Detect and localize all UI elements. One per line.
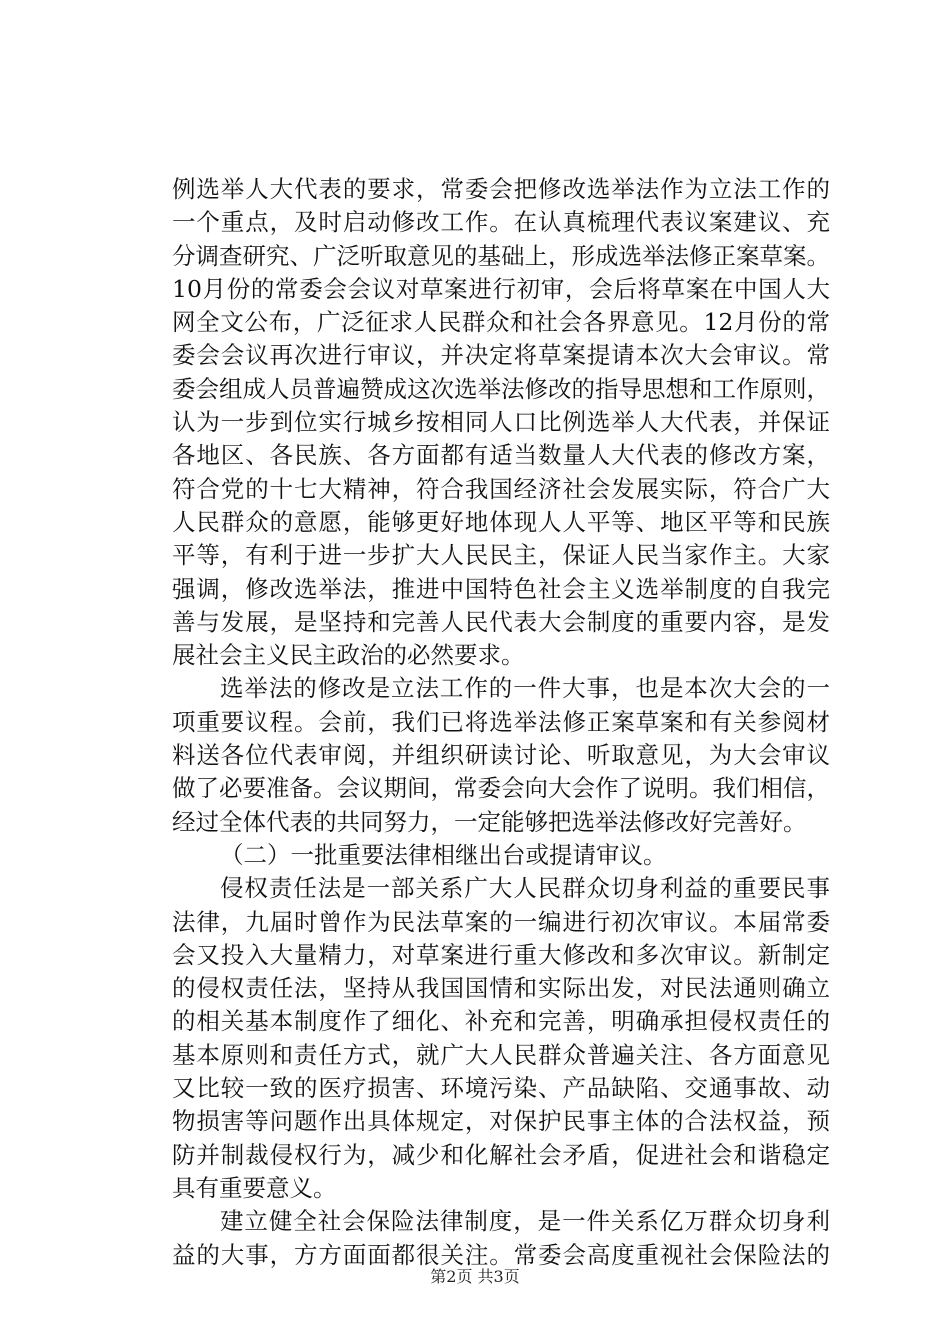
text-line: 益的大事，方方面面都很关注。常委会高度重视社会保险法的 bbox=[172, 1240, 830, 1269]
text-line: 一个重点，及时启动修改工作。在认真梳理代表议案建议、充 bbox=[172, 208, 830, 237]
text-line: 委会会议再次进行审议，并决定将草案提请本次大会审议。常 bbox=[172, 341, 830, 370]
text-line: 做了必要准备。会议期间，常委会向大会作了说明。我们相信， bbox=[172, 774, 830, 803]
text-line: 展社会主义民主政治的必然要求。 bbox=[172, 641, 525, 670]
text-line: 会又投入大量精力，对草案进行重大修改和多次审议。新制定 bbox=[172, 940, 830, 969]
text-line: 认为一步到位实行城乡按相同人口比例选举人大代表，并保证 bbox=[172, 408, 830, 437]
text-line: 又比较一致的医疗损害、环境污染、产品缺陷、交通事故、动 bbox=[172, 1074, 830, 1103]
text-line: 强调，修改选举法，推进中国特色社会主义选举制度的自我完 bbox=[172, 574, 830, 603]
text-line: 善与发展，是坚持和完善人民代表大会制度的重要内容，是发 bbox=[172, 607, 830, 636]
text-line: 法律，九届时曾作为民法草案的一编进行初次审议。本届常委 bbox=[172, 907, 830, 936]
document-body bbox=[172, 173, 830, 1272]
text-line: 物损害等问题作出具体规定，对保护民事主体的合法权益，预 bbox=[172, 1107, 830, 1136]
text-line: 符合党的十七大精神，符合我国经济社会发展实际，符合广大 bbox=[172, 474, 830, 503]
text-line: 选举法的修改是立法工作的一件大事，也是本次大会的一 bbox=[220, 674, 830, 703]
page-footer: 第2页 共3页 bbox=[430, 1267, 520, 1286]
text-line: 各地区、各民族、各方面都有适当数量人大代表的修改方案， bbox=[172, 441, 830, 470]
text-line: 项重要议程。会前，我们已将选举法修正案草案和有关参阅材 bbox=[172, 707, 830, 736]
text-line: 侵权责任法是一部关系广大人民群众切身利益的重要民事 bbox=[220, 874, 830, 903]
text-line: 分调查研究、广泛听取意见的基础上，形成选举法修正案草案。 bbox=[172, 241, 830, 270]
text-line: 建立健全社会保险法律制度，是一件关系亿万群众切身利 bbox=[220, 1207, 830, 1236]
text-line: 防并制裁侵权行为，减少和化解社会矛盾，促进社会和谐稳定 bbox=[172, 1140, 830, 1169]
text-line: 的侵权责任法，坚持从我国国情和实际出发，对民法通则确立 bbox=[172, 974, 830, 1003]
text-line: 网全文公布，广泛征求人民群众和社会各界意见。12月份的常 bbox=[172, 308, 830, 337]
text-line: 10月份的常委会会议对草案进行初审，会后将草案在中国人大 bbox=[172, 274, 830, 303]
text-line: 基本原则和责任方式，就广大人民群众普遍关注、各方面意见 bbox=[172, 1040, 830, 1069]
text-line: 例选举人大代表的要求，常委会把修改选举法作为立法工作的 bbox=[172, 175, 830, 203]
text-line: 料送各位代表审阅，并组织研读讨论、听取意见，为大会审议 bbox=[172, 741, 830, 770]
text-line: 委会组成人员普遍赞成这次选举法修改的指导思想和工作原则， bbox=[172, 374, 830, 403]
text-line: （二）一批重要法律相继出台或提请审议。 bbox=[220, 840, 667, 869]
text-line: 具有重要意义。 bbox=[172, 1173, 337, 1202]
text-line: 人民群众的意愿，能够更好地体现人人平等、地区平等和民族 bbox=[172, 507, 830, 536]
text-line: 经过全体代表的共同努力，一定能够把选举法修改好完善好。 bbox=[172, 807, 807, 836]
text-line: 平等，有利于进一步扩大人民民主，保证人民当家作主。大家 bbox=[172, 541, 830, 570]
text-line: 的相关基本制度作了细化、补充和完善，明确承担侵权责任的 bbox=[172, 1007, 830, 1036]
